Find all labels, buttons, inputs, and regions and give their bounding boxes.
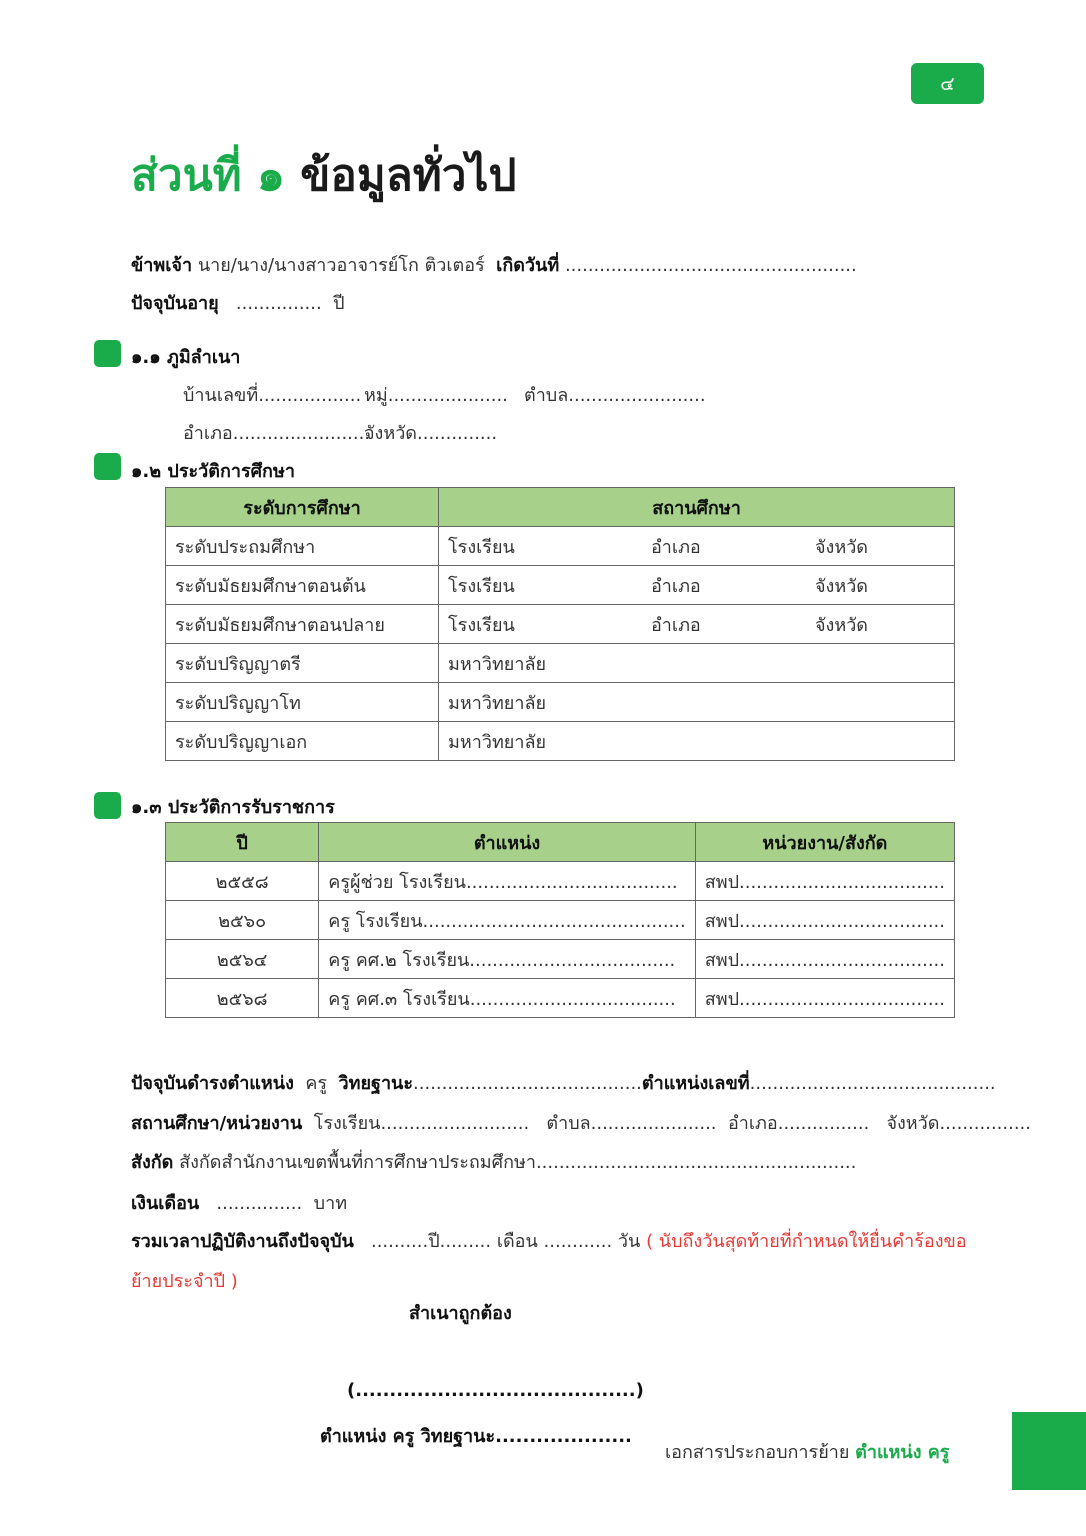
intro-line-2 xyxy=(131,288,345,317)
salary-line xyxy=(131,1188,347,1217)
academic-standing-dots: ........................................ xyxy=(413,1073,642,1094)
affiliation-label: สังกัด xyxy=(131,1152,174,1173)
service-position: ครูผู้ช่วย โรงเรียน..................................... xyxy=(319,862,695,901)
amphoe-label: อำเภอ xyxy=(651,536,701,558)
education-level: ระดับประถมศึกษา xyxy=(166,527,439,566)
education-level: ระดับปริญญาโท xyxy=(166,683,439,722)
title-part: ส่วนที่ ๑ xyxy=(131,150,285,201)
signature-position-line: ตำแหน่ง ครู วิทยฐานะ.................... xyxy=(320,1426,632,1447)
salary-label: เงินเดือน xyxy=(131,1193,200,1214)
intro-name: นาย/นาง/นางสาวอาจารย์โก ติวเตอร์ xyxy=(197,255,485,276)
education-school: มหาวิทยาลัย xyxy=(439,683,955,722)
intro-label-birth: เกิดวันที่ xyxy=(496,255,560,276)
school-label: โรงเรียน xyxy=(448,575,515,597)
affiliation-text: สังกัดสำนักงานเขตพื้นที่การศึกษาประถมศึกษา........................................................ xyxy=(179,1152,857,1173)
certify-text: สำเนาถูกต้อง xyxy=(409,1303,512,1324)
education-school xyxy=(439,566,955,605)
title-text: ข้อมูลทั่วไป xyxy=(300,150,517,201)
intro-label-name: ข้าพเจ้า xyxy=(131,255,193,276)
table-row xyxy=(166,722,955,761)
corner-block xyxy=(1012,1412,1086,1490)
education-school xyxy=(439,605,955,644)
table-row xyxy=(166,605,955,644)
academic-standing-label: วิทยฐานะ xyxy=(338,1073,414,1094)
tambon-field: ตำบล........................ xyxy=(524,385,706,406)
current-position-line xyxy=(131,1068,996,1097)
salary-dots: ............... xyxy=(216,1193,303,1214)
province-label: จังหวัด xyxy=(815,575,868,597)
section-1-1-heading: ๑.๑ ภูมิลำเนา xyxy=(131,347,241,368)
intro-line-1 xyxy=(131,250,857,279)
section-bullet-icon xyxy=(94,340,121,367)
education-table xyxy=(165,487,955,761)
education-school: มหาวิทยาลัย xyxy=(439,722,955,761)
page-title xyxy=(131,140,516,210)
workplace-line xyxy=(131,1108,1031,1137)
service-position: ครู โรงเรียน.............................................. xyxy=(319,901,695,940)
workplace-amphoe: อำเภอ................ xyxy=(727,1113,870,1134)
education-header-school: สถานศึกษา xyxy=(439,488,955,527)
section-bullet-icon xyxy=(94,453,121,480)
workplace-tambon: ตำบล...................... xyxy=(546,1113,717,1134)
service-year: ๒๕๕๘ xyxy=(166,862,319,901)
province-label: จังหวัด xyxy=(815,614,868,636)
affiliation-line xyxy=(131,1147,856,1176)
service-history-table xyxy=(165,822,955,1018)
service-year: ๒๕๖๔ xyxy=(166,940,319,979)
section-bullet-icon xyxy=(94,792,121,819)
intro-label-age: ปัจจุบันอายุ xyxy=(131,293,219,314)
service-time-dots: ..........ปี......... เดือน ............ วัน xyxy=(370,1231,641,1252)
school-label: โรงเรียน xyxy=(448,536,515,558)
service-unit: สพป.................................... xyxy=(695,901,954,940)
position-number-label: ตำแหน่งเลขที่ xyxy=(641,1073,750,1094)
position-number-dots: ........................................... xyxy=(749,1073,996,1094)
table-row xyxy=(166,644,955,683)
page-number-badge: ๔ xyxy=(911,63,984,104)
province-label: จังหวัด xyxy=(815,536,868,558)
service-year: ๒๕๖๐ xyxy=(166,901,319,940)
education-level: ระดับมัธยมศึกษาตอนต้น xyxy=(166,566,439,605)
table-row xyxy=(166,527,955,566)
education-level: ระดับปริญญาเอก xyxy=(166,722,439,761)
amphoe-label: อำเภอ xyxy=(651,614,701,636)
service-unit: สพป.................................... xyxy=(695,979,954,1018)
education-header-level: ระดับการศึกษา xyxy=(166,488,439,527)
service-header-year: ปี xyxy=(166,823,319,862)
table-row xyxy=(166,566,955,605)
education-level: ระดับปริญญาตรี xyxy=(166,644,439,683)
province-field: จังหวัด.............. xyxy=(364,423,498,444)
section-1-3-heading: ๑.๓ ประวัติการรับราชการ xyxy=(131,797,335,818)
service-time-note-cont: ย้ายประจำปี ) xyxy=(131,1271,238,1292)
service-time-label: รวมเวลาปฏิบัติงานถึงปัจจุบัน xyxy=(131,1231,354,1252)
service-year: ๒๕๖๘ xyxy=(166,979,319,1018)
current-position-value: ครู xyxy=(305,1073,328,1094)
workplace-school: โรงเรียน.......................... xyxy=(313,1113,530,1134)
footer-text: เอกสารประกอบการย้าย xyxy=(665,1442,850,1463)
table-row xyxy=(166,979,955,1018)
service-unit: สพป.................................... xyxy=(695,940,954,979)
service-header-unit: หน่วยงาน/สังกัด xyxy=(695,823,954,862)
intro-birth-dots: ................................................... xyxy=(564,255,857,276)
table-row xyxy=(166,940,955,979)
house-number-field: บ้านเลขที่.................. xyxy=(183,385,362,406)
footer xyxy=(665,1437,949,1466)
education-level: ระดับมัธยมศึกษาตอนปลาย xyxy=(166,605,439,644)
moo-field: หมู่..................... xyxy=(364,385,508,406)
service-time-note: ( นับถึงวันสุดท้ายที่กำหนดให้ยื่นคำร้องขอ xyxy=(646,1231,967,1252)
salary-unit: บาท xyxy=(313,1193,348,1214)
service-position: ครู คศ.๒ โรงเรียน.................................... xyxy=(319,940,695,979)
education-school: มหาวิทยาลัย xyxy=(439,644,955,683)
service-position: ครู คศ.๓ โรงเรียน.................................... xyxy=(319,979,695,1018)
table-row xyxy=(166,901,955,940)
section-1-2-heading: ๑.๒ ประวัติการศึกษา xyxy=(131,461,295,482)
table-row xyxy=(166,683,955,722)
intro-age-unit: ปี xyxy=(333,293,345,314)
amphoe-field: อำเภอ........................ xyxy=(183,423,371,444)
footer-highlight: ตำแหน่ง ครู xyxy=(855,1442,950,1463)
workplace-province: จังหวัด................ xyxy=(886,1113,1031,1134)
service-header-position: ตำแหน่ง xyxy=(319,823,695,862)
service-time-line xyxy=(131,1226,967,1255)
signature-name-line: (.........................................) xyxy=(347,1380,644,1401)
workplace-label: สถานศึกษา/หน่วยงาน xyxy=(131,1113,303,1134)
amphoe-label: อำเภอ xyxy=(651,575,701,597)
school-label: โรงเรียน xyxy=(448,614,515,636)
intro-age-dots: ............... xyxy=(235,293,322,314)
current-position-label: ปัจจุบันดำรงตำแหน่ง xyxy=(131,1073,294,1094)
education-school xyxy=(439,527,955,566)
table-row xyxy=(166,862,955,901)
service-unit: สพป.................................... xyxy=(695,862,954,901)
